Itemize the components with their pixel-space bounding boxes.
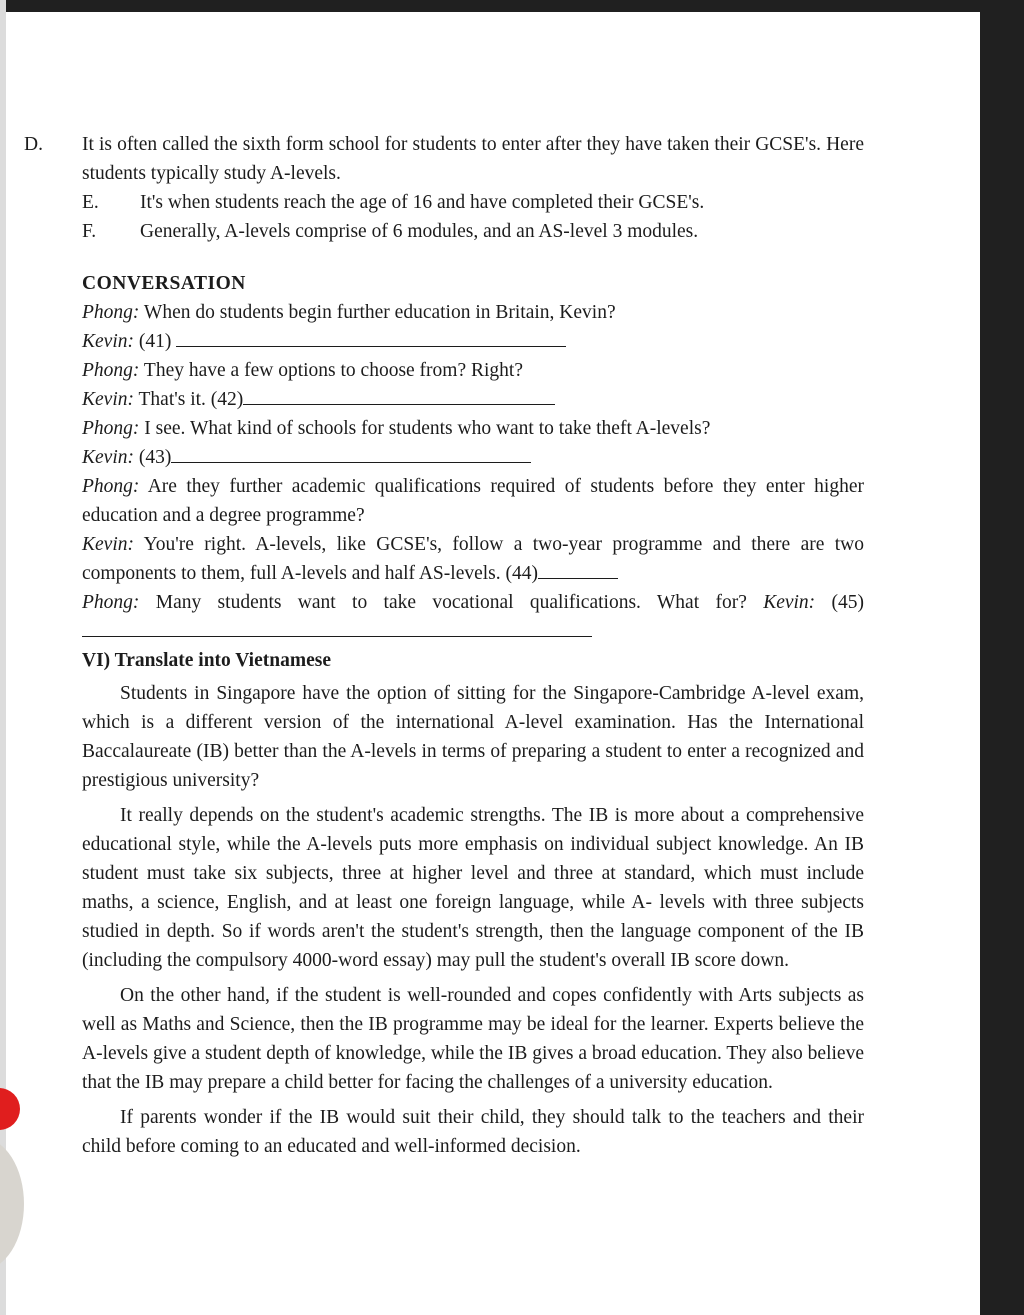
line-text: Many students want to take vocational qualifications. What for? bbox=[139, 592, 764, 613]
answer-blank-43[interactable] bbox=[171, 444, 531, 463]
translate-heading: VI) Translate into Vietnamese bbox=[82, 650, 331, 671]
speaker-name: Kevin: bbox=[82, 331, 134, 352]
line-text: (43) bbox=[133, 447, 172, 468]
line-text: Are they further academic qualifications required of students before they enter higher education and a degree programme? bbox=[82, 476, 864, 526]
option-f bbox=[82, 217, 864, 246]
option-letter: D. bbox=[24, 134, 43, 155]
passage-paragraph: If parents wonder if the IB would suit their child, they should talk to the teachers and their child before coming to an educated and well-informed decision. bbox=[82, 1107, 864, 1157]
speaker-name: Kevin: bbox=[82, 389, 134, 410]
conversation-line bbox=[82, 414, 864, 443]
passage-paragraph: On the other hand, if the student is well-rounded and copes confidently with Arts subjects as well as Maths and Science, then the IB programme may be ideal for the learner. Experts believe the A-levels give a student depth of knowledge, while the IB gives a broad education. They also believe that the IB may prepare a child better for facing the challenges of a university education. bbox=[82, 985, 864, 1093]
answer-blank-41[interactable] bbox=[176, 328, 566, 347]
option-text: It's when students reach the age of 16 and have completed their GCSE's. bbox=[140, 192, 705, 213]
passage-paragraph: Students in Singapore have the option of sitting for the Singapore-Cambridge A-level exam, which is a different version of the international A-level examination. Has the International Baccalaureate (IB) better than the A-levels in terms of preparing a student to enter a recognized and prestigious university? bbox=[82, 683, 864, 791]
answer-blank-45[interactable] bbox=[82, 618, 592, 637]
line-text: That's it. (42) bbox=[133, 389, 244, 410]
floating-bubble[interactable] bbox=[0, 1138, 24, 1270]
speaker-name: Kevin: bbox=[82, 447, 134, 468]
answer-blank-42[interactable] bbox=[243, 386, 555, 405]
option-text: It is often called the sixth form school for students to enter after they have taken their GCSE's. Here students typically study A-levels. bbox=[82, 134, 864, 184]
conversation-line bbox=[82, 385, 864, 414]
conversation bbox=[82, 298, 864, 646]
conversation-line bbox=[82, 472, 864, 530]
answer-options bbox=[24, 130, 864, 246]
option-letter: F. bbox=[82, 221, 97, 242]
document-page bbox=[24, 130, 864, 1161]
line-text: They have a few options to choose from? Right? bbox=[139, 360, 523, 381]
option-d bbox=[24, 130, 864, 188]
line-text: You're right. A-levels, like GCSE's, follow a two-year programme and there are two components to them, full A-levels and half AS-levels. (44) bbox=[82, 534, 864, 584]
speaker-name: Kevin: bbox=[763, 592, 816, 613]
line-text: When do students begin further education in Britain, Kevin? bbox=[139, 302, 616, 323]
right-dark-bar bbox=[980, 0, 1024, 1315]
speaker-name: Phong: bbox=[82, 302, 140, 323]
option-text: Generally, A-levels comprise of 6 modules, and an AS-level 3 modules. bbox=[140, 221, 699, 242]
conversation-line bbox=[82, 298, 864, 327]
passage-paragraph: It really depends on the student's academic strengths. The IB is more about a comprehensive educational style, while the A-levels puts more emphasis on individual subject knowledge. An IB student must take six subjects, three at higher level and three at standard, which must include maths, a science, English, and at least one foreign language, while A- levels with three subjects studied in depth. So if words aren't the student's strength, then the language component of the IB (including the compulsory 4000-word essay) may pull the student's overall IB score down. bbox=[82, 805, 864, 971]
option-e bbox=[82, 188, 864, 217]
conversation-line bbox=[82, 327, 864, 356]
speaker-name: Phong: bbox=[82, 418, 140, 439]
line-text: I see. What kind of schools for students who want to take theft A-levels? bbox=[139, 418, 711, 439]
speaker-name: Phong: bbox=[82, 592, 140, 613]
red-floating-dot[interactable] bbox=[0, 1088, 20, 1130]
speaker-name: Phong: bbox=[82, 476, 140, 497]
option-letter: E. bbox=[82, 192, 99, 213]
conversation-line bbox=[82, 356, 864, 385]
line-text: (41) bbox=[133, 331, 172, 352]
speaker-name: Phong: bbox=[82, 360, 140, 381]
conversation-line bbox=[82, 530, 864, 588]
conversation-line bbox=[82, 588, 864, 646]
conversation-line bbox=[82, 443, 864, 472]
line-text: (45) bbox=[815, 592, 864, 613]
answer-blank-44[interactable] bbox=[538, 560, 618, 579]
translate-passage bbox=[82, 679, 864, 1161]
conversation-heading: CONVERSATION bbox=[82, 273, 246, 294]
speaker-name: Kevin: bbox=[82, 534, 134, 555]
top-dark-bar bbox=[0, 0, 1024, 12]
